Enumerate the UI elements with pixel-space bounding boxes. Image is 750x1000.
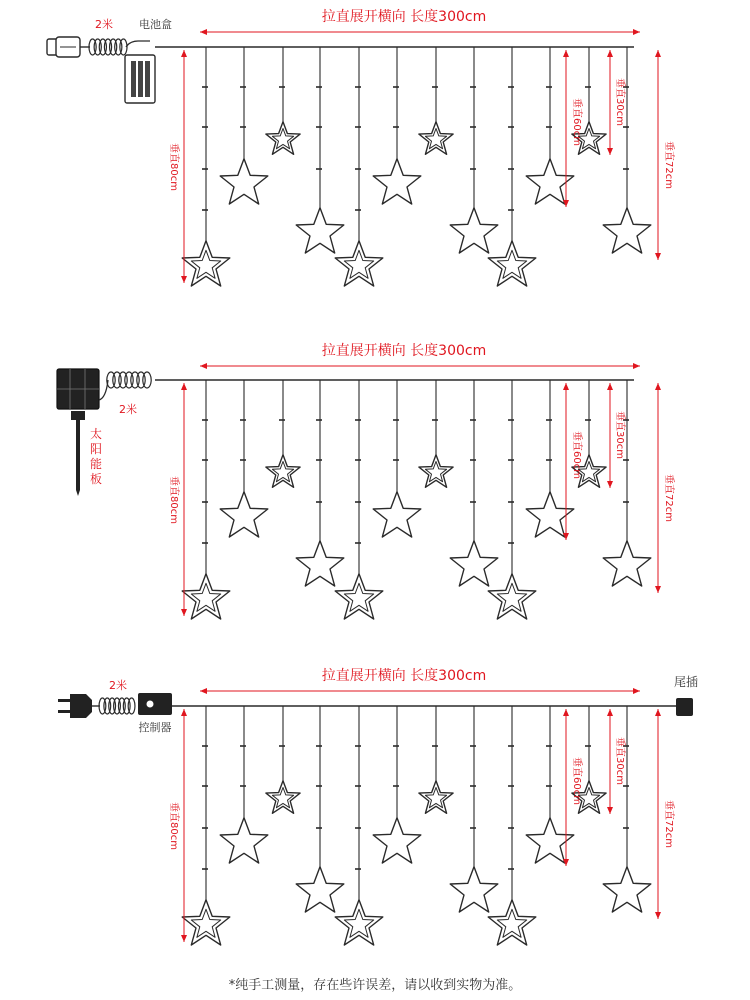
- star-outline: [373, 159, 421, 204]
- drop-80-arrow: [181, 709, 187, 942]
- cable-coil: [128, 698, 135, 714]
- light-strand: [335, 47, 383, 286]
- light-strand: [488, 380, 536, 619]
- light-strand: [526, 47, 574, 204]
- battery-cell: [138, 61, 143, 97]
- tail-plug-body: [676, 698, 693, 716]
- width-dimension-label: 拉直展开横向 长度300cm: [321, 343, 487, 359]
- arrow-head: [607, 383, 613, 390]
- drop-80-label: 垂直80cm: [168, 476, 179, 524]
- star-icon: [182, 574, 230, 619]
- light-strand: [296, 706, 344, 912]
- solar-panel-label-char: 太: [89, 427, 103, 441]
- arrow-head: [181, 383, 187, 390]
- drop-60-label: 垂直60cm: [571, 98, 582, 146]
- star-outline: [266, 455, 300, 488]
- light-strand: [296, 380, 344, 586]
- star-outline: [603, 867, 651, 912]
- drop-72-arrow: [655, 383, 661, 593]
- star-icon: [603, 867, 651, 912]
- star-icon: [373, 818, 421, 863]
- arrow-head: [563, 383, 569, 390]
- cable-length-label: 2米: [95, 18, 113, 31]
- star-outline: [450, 867, 498, 912]
- drop-80-label: 垂直80cm: [168, 802, 179, 850]
- star-icon: [266, 455, 300, 488]
- coiled-cable: [89, 39, 127, 55]
- battery-cell: [145, 61, 150, 97]
- light-strand: [419, 380, 453, 487]
- arrow-head: [607, 50, 613, 57]
- drop-30-arrow: [607, 709, 613, 814]
- ac-plug-pin: [58, 699, 70, 702]
- star-icon: [603, 208, 651, 253]
- arrow-head: [607, 481, 613, 488]
- drop-72-label: 垂直72cm: [663, 474, 674, 522]
- star-outline: [296, 541, 344, 586]
- light-strand: [526, 380, 574, 537]
- ac-plug-icon: [58, 694, 92, 718]
- coiled-cable: [99, 698, 135, 714]
- light-strand: [373, 706, 421, 863]
- solar-panel-label: [90, 426, 102, 486]
- star-outline: [266, 781, 300, 814]
- ac-plug-pin: [58, 710, 70, 713]
- star-icon: [488, 574, 536, 619]
- star-icon: [220, 818, 268, 863]
- star-icon: [373, 492, 421, 537]
- light-curtain-panel-3: [58, 667, 698, 945]
- drop-30-arrow: [607, 383, 613, 488]
- width-dimension-label: 拉直展开横向 长度300cm: [321, 9, 487, 25]
- star-icon: [296, 208, 344, 253]
- star-icon: [419, 122, 453, 155]
- star-icon: [182, 900, 230, 945]
- star-icon: [488, 241, 536, 286]
- light-strand: [450, 706, 498, 912]
- star-outline: [488, 574, 536, 619]
- arrow-head: [607, 709, 613, 716]
- star-outline: [526, 492, 574, 537]
- star-outline: [220, 492, 268, 537]
- star-icon: [419, 781, 453, 814]
- arrow-head: [200, 688, 207, 694]
- cable-length-label: 2米: [119, 403, 137, 416]
- star-outline: [296, 208, 344, 253]
- star-outline: [182, 574, 230, 619]
- drop-80-arrow: [181, 383, 187, 616]
- drop-72-label: 垂直72cm: [663, 141, 674, 189]
- usb-plug-icon: [47, 37, 80, 57]
- light-curtain-panel-2: [57, 342, 676, 619]
- light-strand: [419, 47, 453, 154]
- star-icon: [526, 159, 574, 204]
- star-outline: [182, 900, 230, 945]
- star-outline: [335, 241, 383, 286]
- coiled-cable: [107, 372, 151, 388]
- battery-cell: [131, 61, 136, 97]
- drop-72-label: 垂直72cm: [663, 800, 674, 848]
- arrow-head: [655, 912, 661, 919]
- star-icon: [266, 122, 300, 155]
- light-strand: [266, 706, 300, 813]
- star-outline: [335, 900, 383, 945]
- star-icon: [450, 541, 498, 586]
- light-strand: [266, 380, 300, 487]
- light-strand: [526, 706, 574, 863]
- cable-coil: [120, 39, 127, 55]
- star-outline: [603, 208, 651, 253]
- width-dimension-label: 拉直展开横向 长度300cm: [321, 668, 487, 684]
- solar-bracket: [71, 411, 85, 420]
- solar-panel-label-char: 能: [89, 457, 103, 471]
- drop-30-label: 垂直30cm: [614, 411, 625, 459]
- tail-plug-icon: [676, 698, 693, 716]
- star-outline: [182, 241, 230, 286]
- star-icon: [603, 541, 651, 586]
- width-dimension-arrow: [200, 363, 640, 369]
- arrow-head: [655, 586, 661, 593]
- tail-plug-label: 尾插: [673, 675, 699, 689]
- drop-60-label: 垂直60cm: [571, 431, 582, 479]
- arrow-head: [200, 363, 207, 369]
- star-icon: [296, 867, 344, 912]
- disclaimer-footnote: *纯手工测量，存在些许误差，请以收到实物为准。: [228, 978, 522, 993]
- light-strand: [182, 380, 230, 619]
- light-strand: [335, 706, 383, 945]
- arrow-head: [181, 276, 187, 283]
- width-dimension-arrow: [200, 29, 640, 35]
- star-outline: [296, 867, 344, 912]
- arrow-head: [181, 709, 187, 716]
- light-strand: [182, 47, 230, 286]
- ac-plug-body: [70, 694, 92, 718]
- cable-coil: [143, 372, 151, 388]
- drop-72-arrow: [655, 50, 661, 260]
- star-outline: [488, 900, 536, 945]
- arrow-head: [633, 688, 640, 694]
- star-outline: [419, 455, 453, 488]
- light-strand: [373, 380, 421, 537]
- star-icon: [419, 455, 453, 488]
- light-strand: [419, 706, 453, 813]
- star-icon: [450, 867, 498, 912]
- arrow-head: [200, 29, 207, 35]
- arrow-head: [607, 148, 613, 155]
- star-icon: [335, 241, 383, 286]
- ground-stake: [76, 420, 80, 496]
- star-outline: [488, 241, 536, 286]
- arrow-head: [655, 50, 661, 57]
- star-outline: [450, 541, 498, 586]
- star-icon: [335, 574, 383, 619]
- arrow-head: [181, 50, 187, 57]
- controller-button: [147, 701, 154, 708]
- battery-box-icon: [125, 41, 155, 103]
- star-outline: [603, 541, 651, 586]
- controller-label: 控制器: [138, 721, 172, 734]
- arrow-head: [655, 383, 661, 390]
- controller-box: [138, 693, 172, 715]
- width-dimension-arrow: [200, 688, 640, 694]
- light-strand: [488, 47, 536, 286]
- drop-80-label: 垂直80cm: [168, 143, 179, 191]
- light-strand: [220, 380, 268, 537]
- drop-30-arrow: [607, 50, 613, 155]
- star-outline: [266, 122, 300, 155]
- drop-80-arrow: [181, 50, 187, 283]
- star-icon: [266, 781, 300, 814]
- star-outline: [373, 492, 421, 537]
- light-strand: [373, 47, 421, 204]
- star-icon: [182, 241, 230, 286]
- star-outline: [526, 818, 574, 863]
- star-icon: [488, 900, 536, 945]
- star-outline: [526, 159, 574, 204]
- star-icon: [450, 208, 498, 253]
- light-strand: [450, 380, 498, 586]
- light-strand: [182, 706, 230, 945]
- star-icon: [220, 492, 268, 537]
- light-strand: [488, 706, 536, 945]
- star-outline: [220, 159, 268, 204]
- cable-length-label: 2米: [109, 679, 127, 692]
- light-strand: [450, 47, 498, 253]
- solar-panel-label-char: 板: [89, 472, 103, 486]
- star-icon: [296, 541, 344, 586]
- star-outline: [419, 781, 453, 814]
- arrow-head: [181, 935, 187, 942]
- arrow-head: [633, 363, 640, 369]
- star-outline: [450, 208, 498, 253]
- star-icon: [526, 818, 574, 863]
- arrow-head: [181, 609, 187, 616]
- arrow-head: [633, 29, 640, 35]
- light-strand: [335, 380, 383, 619]
- battery-box-label: 电池盒: [139, 18, 172, 31]
- arrow-head: [563, 709, 569, 716]
- star-icon: [220, 159, 268, 204]
- star-icon: [335, 900, 383, 945]
- light-curtain-panel-1: [47, 8, 676, 286]
- light-strand: [296, 47, 344, 253]
- light-strand: [266, 47, 300, 154]
- controller-box-icon: [138, 693, 172, 715]
- light-strand: [220, 47, 268, 204]
- arrow-head: [655, 253, 661, 260]
- light-strand: [220, 706, 268, 863]
- star-outline: [335, 574, 383, 619]
- star-icon: [526, 492, 574, 537]
- arrow-head: [607, 807, 613, 814]
- drop-60-label: 垂直60cm: [571, 757, 582, 805]
- star-outline: [373, 818, 421, 863]
- star-outline: [220, 818, 268, 863]
- star-icon: [373, 159, 421, 204]
- drop-30-label: 垂直30cm: [614, 78, 625, 126]
- arrow-head: [563, 50, 569, 57]
- drop-30-label: 垂直30cm: [614, 737, 625, 785]
- solar-panel-label-char: 阳: [89, 442, 103, 456]
- drop-72-arrow: [655, 709, 661, 919]
- battery-lead: [126, 41, 150, 47]
- star-outline: [419, 122, 453, 155]
- arrow-head: [655, 709, 661, 716]
